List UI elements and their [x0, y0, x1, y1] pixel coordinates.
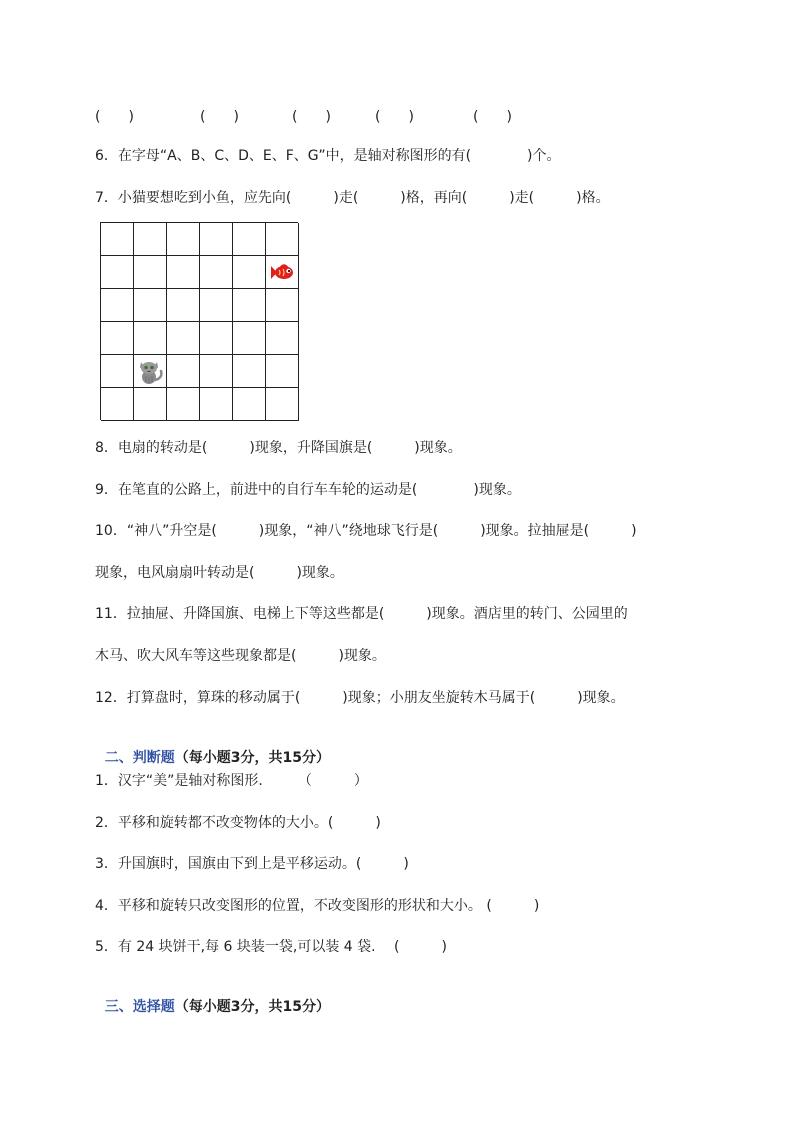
question-11-line1: 11．拉抽屉、升降国旗、电梯上下等这些都是( )现象。酒店里的转门、公园里的 — [95, 606, 628, 622]
grid-board — [100, 222, 298, 420]
grid-cell — [266, 223, 299, 256]
grid-cell — [200, 322, 233, 355]
judge-item-3: 3．升国旗时，国旗由下到上是平移运动。( ) — [95, 856, 409, 872]
judge-item-1: 1．汉字“美”是轴对称图形. （ ） — [95, 773, 368, 789]
grid-cell — [233, 223, 266, 256]
section-2-title: 二、判断题 — [104, 750, 175, 766]
question-11-line2: 木马、吹大风车等这些现象都是( )现象。 — [95, 648, 386, 664]
question-10-line1: 10．“神八”升空是( )现象，“神八”绕地球飞行是( )现象。拉抽屉是( ) — [95, 523, 637, 539]
grid-cell — [266, 355, 299, 388]
section-3-heading — [95, 980, 330, 1016]
question-12: 12．打算盘时，算珠的移动属于( )现象；小朋友坐旋转木马属于( )现象。 — [95, 690, 625, 706]
answer-blank: ( ) — [200, 109, 239, 125]
grid-cell — [233, 355, 266, 388]
grid-cell — [200, 223, 233, 256]
question-8: 8．电扇的转动是( )现象，升降国旗是( )现象。 — [95, 440, 462, 456]
grid-cell — [101, 388, 134, 421]
grid-cell — [134, 223, 167, 256]
section-2-heading — [95, 731, 330, 767]
grid-cell — [233, 388, 266, 421]
answer-blank: ( ) — [375, 109, 414, 125]
grid-cell — [266, 388, 299, 421]
question-9: 9．在笔直的公路上，前进中的自行车车轮的运动是( )现象。 — [95, 482, 521, 498]
grid-cell — [200, 289, 233, 322]
question-6: 6．在字母“A、B、C、D、E、F、G”中，是轴对称图形的有( )个。 — [95, 148, 561, 164]
grid-cell — [200, 256, 233, 289]
grid-cell — [266, 322, 299, 355]
top-parens-row — [0, 106, 794, 124]
answer-blank: ( ) — [95, 109, 134, 125]
section-3-note: （每小题3分，共15分） — [174, 999, 330, 1015]
judge-item-4: 4．平移和旋转只改变图形的位置，不改变图形的形状和大小。 ( ) — [95, 898, 540, 914]
answer-blank: ( ) — [292, 109, 331, 125]
grid-cell — [134, 256, 167, 289]
grid-cell — [167, 388, 200, 421]
fish-icon — [267, 257, 298, 292]
grid-cell — [200, 355, 233, 388]
grid-cell — [167, 322, 200, 355]
grid-cell — [233, 322, 266, 355]
section-2-note: （每小题3分，共15分） — [174, 750, 330, 766]
grid-cell — [167, 355, 200, 388]
grid-cell — [101, 256, 134, 289]
judge-item-5: 5．有 24 块饼干,每 6 块装一袋,可以装 4 袋. ( ) — [95, 939, 447, 955]
question-10-line2: 现象，电风扇扇叶转动是( )现象。 — [95, 565, 344, 581]
grid-cell — [167, 289, 200, 322]
grid-cell — [101, 289, 134, 322]
grid-cell — [200, 388, 233, 421]
grid-cell — [101, 322, 134, 355]
grid-cell — [101, 223, 134, 256]
grid-cell — [134, 322, 167, 355]
grid-cell — [167, 223, 200, 256]
grid-cell — [134, 388, 167, 421]
grid-cell — [233, 289, 266, 322]
grid-cell — [233, 256, 266, 289]
section-3-title: 三、选择题 — [104, 999, 175, 1015]
grid-cell — [134, 289, 167, 322]
grid-cell — [101, 355, 134, 388]
cat-icon — [135, 356, 166, 391]
judge-item-2: 2．平移和旋转都不改变物体的大小。( ) — [95, 815, 381, 831]
question-7: 7．小猫要想吃到小鱼，应先向( )走( )格，再向( )走( )格。 — [95, 190, 610, 206]
grid-cell — [266, 289, 299, 322]
answer-blank: ( ) — [473, 109, 512, 125]
grid-cell — [167, 256, 200, 289]
